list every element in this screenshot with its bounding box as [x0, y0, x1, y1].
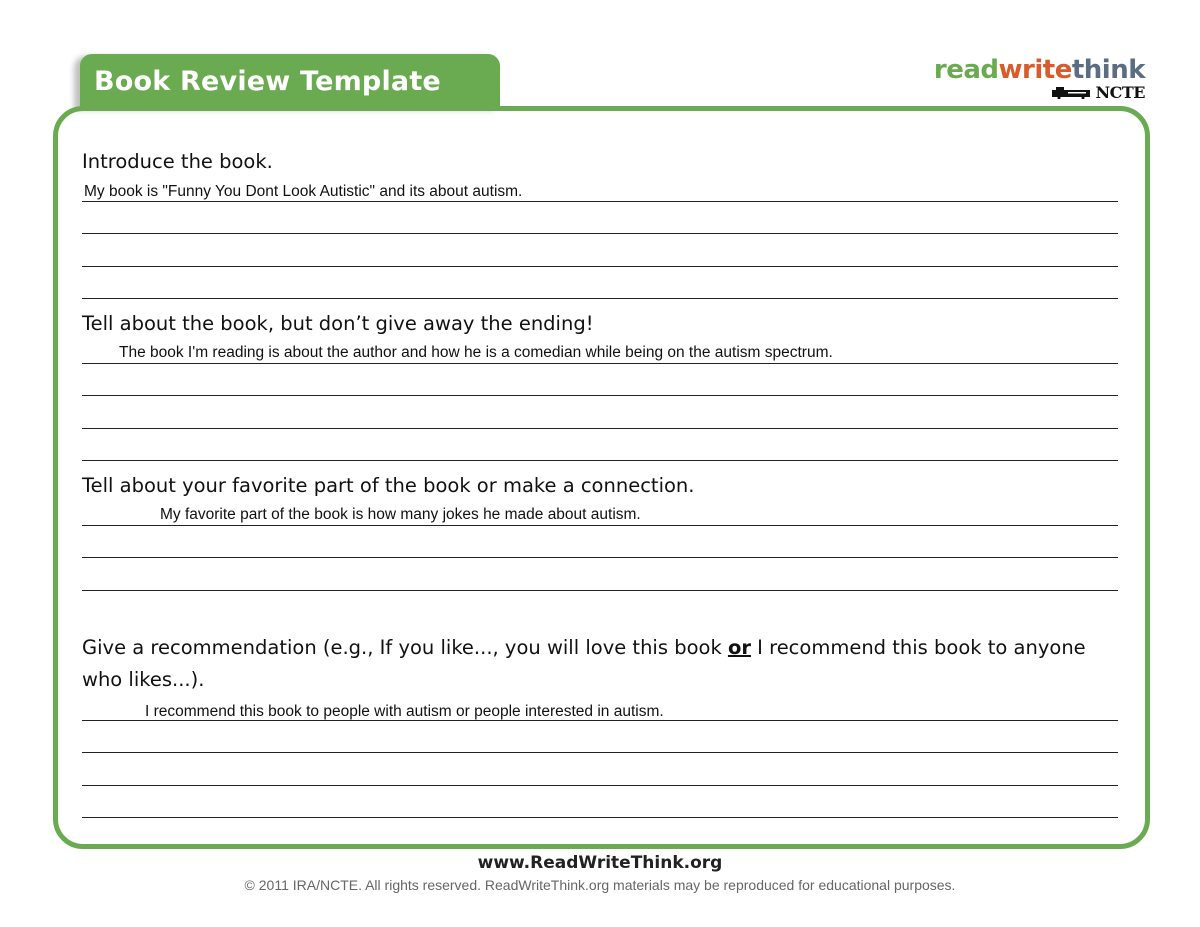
prompt-recommendation-end: I recommend this book to anyone who likes...). [82, 636, 1086, 691]
writing-line [82, 785, 1118, 786]
writing-line [82, 460, 1118, 461]
writing-line [82, 557, 1118, 558]
prompt-recommendation-start: Give a recommendation (e.g., If you like..., you will love this book [82, 636, 728, 659]
writing-line [82, 298, 1118, 299]
writing-line [82, 817, 1118, 818]
prompt-recommendation-or: or [727, 636, 751, 659]
writing-line [82, 201, 1118, 202]
writing-line [82, 590, 1118, 591]
answer-introduce[interactable]: My book is "Funny You Dont Look Autistic" and its about autism. [84, 183, 523, 200]
answer-recommendation[interactable]: I recommend this book to people with autism or people interested in autism. [145, 703, 664, 720]
ncte-emblem-icon [1052, 87, 1092, 99]
ncte-row [934, 85, 1145, 101]
brand-write: write [998, 55, 1072, 85]
writing-line [82, 363, 1118, 364]
readwritethink-logo [934, 56, 1145, 101]
footer-url[interactable]: www.ReadWriteThink.org [477, 853, 723, 873]
writing-line [82, 233, 1118, 234]
page-title: Book Review Template [94, 66, 441, 97]
title-tab [80, 54, 500, 108]
prompt-tell-about: Tell about the book, but don’t give away the ending! [82, 312, 594, 335]
footer-copyright: © 2011 IRA/NCTE. All rights reserved. ReadWriteThink.org materials may be reproduced for educational purposes. [244, 877, 956, 893]
prompt-recommendation [82, 632, 1112, 696]
writing-line [82, 395, 1118, 396]
writing-line [82, 525, 1118, 526]
answer-tell-about[interactable]: The book I'm reading is about the author and how he is a comedian while being on the autism spectrum. [119, 344, 833, 361]
writing-line [82, 266, 1118, 267]
writing-line [82, 428, 1118, 429]
brand-think: think [1071, 55, 1145, 85]
writing-line [82, 752, 1118, 753]
prompt-introduce: Introduce the book. [82, 150, 273, 173]
brand-wordmark [934, 56, 1145, 84]
ncte-label: NCTE [1095, 83, 1145, 102]
writing-line [82, 720, 1118, 721]
answer-favorite-part[interactable]: My favorite part of the book is how many jokes he made about autism. [160, 506, 641, 523]
brand-read: read [933, 55, 999, 85]
prompt-favorite-part: Tell about your favorite part of the book or make a connection. [82, 474, 695, 497]
